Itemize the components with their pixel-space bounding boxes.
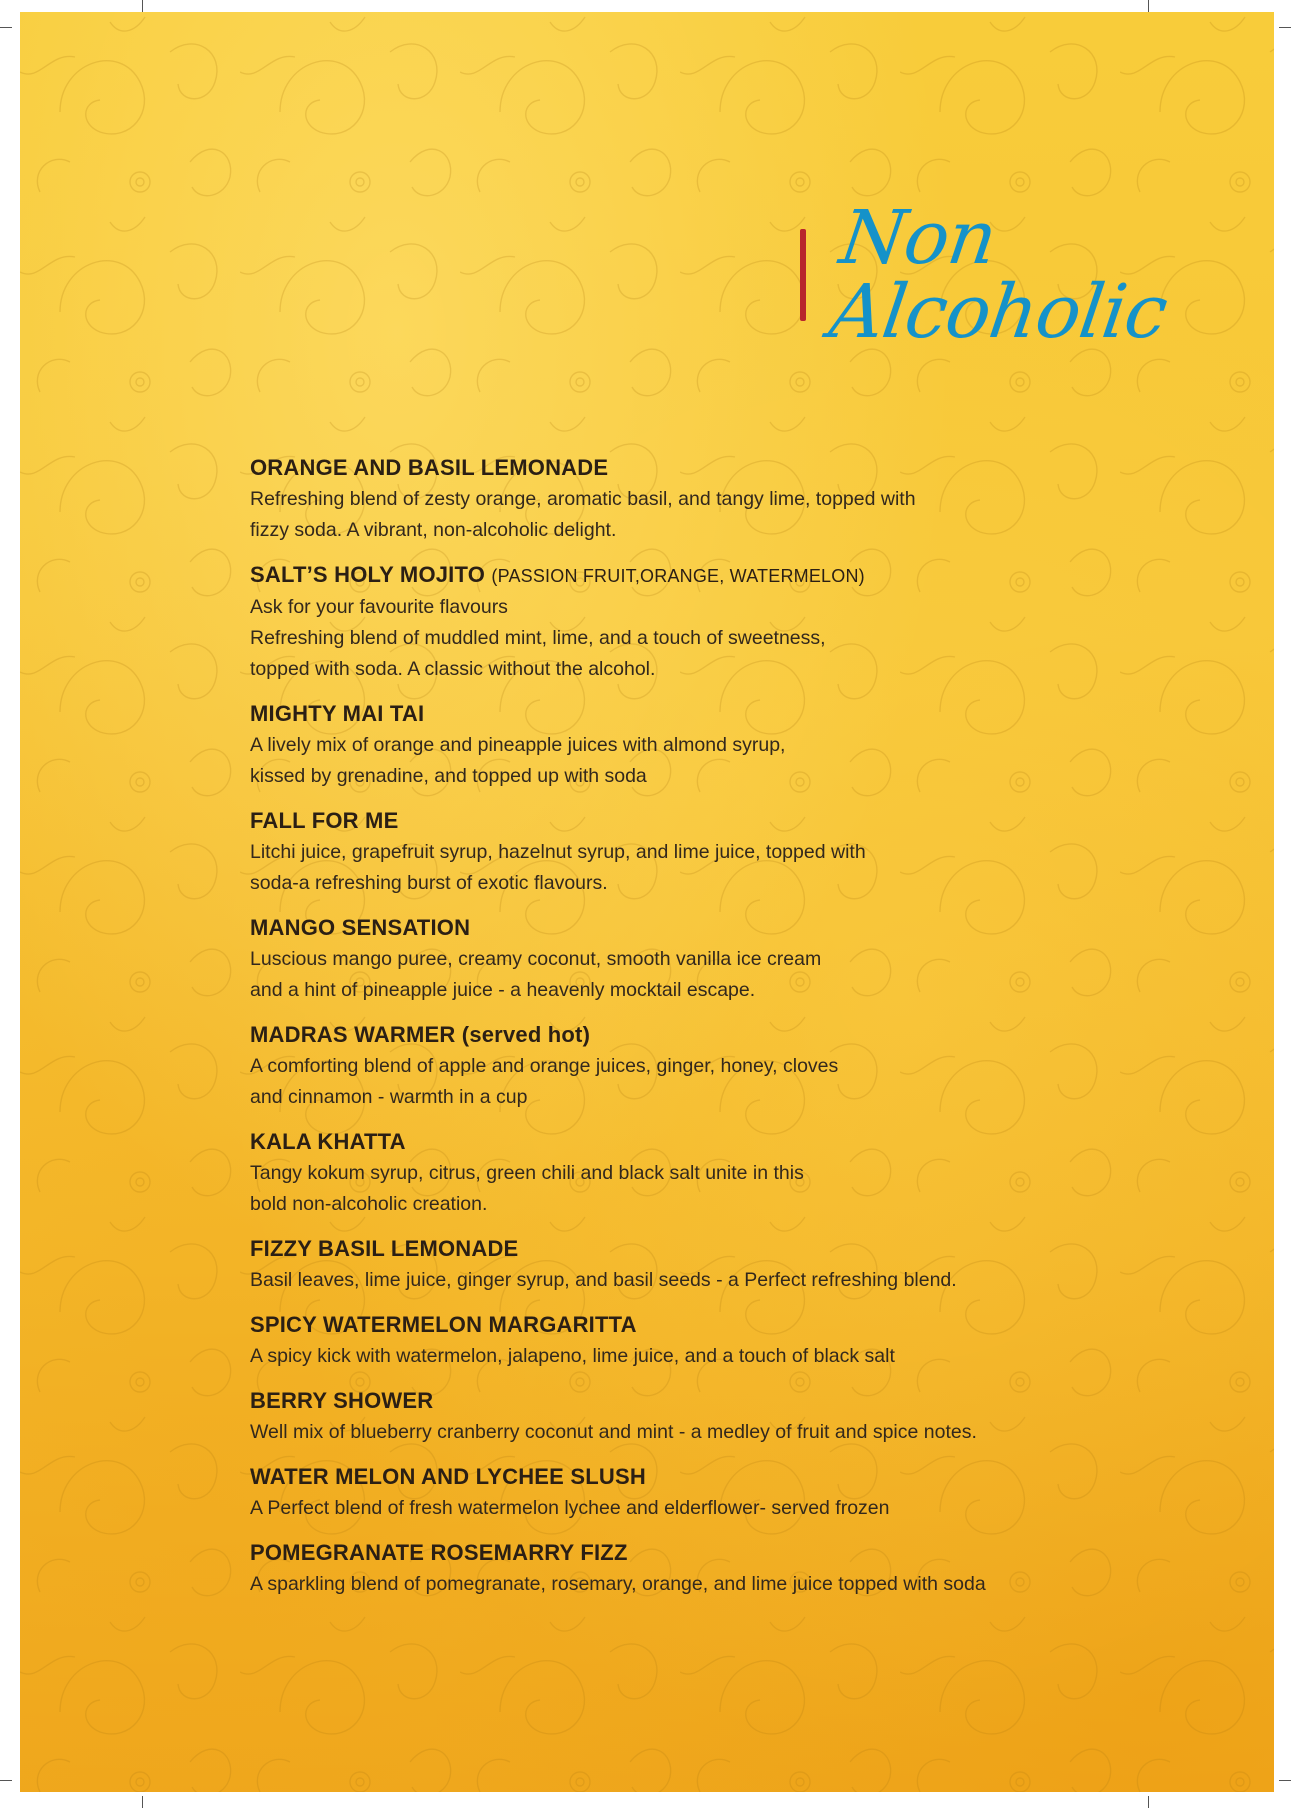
menu-item-name: SPICY WATERMELON MARGARITTA	[250, 1312, 637, 1337]
menu-item-description: Ask for your favourite flavours Refreshing blend of muddled mint, lime, and a touch of sweetness, topped with soda. A classic without the alcohol.	[250, 596, 826, 680]
menu-item-name-line	[250, 559, 1130, 592]
menu-item	[250, 1309, 1130, 1372]
menu-item-name-line	[250, 1019, 1130, 1051]
crop-mark-bottom-left-vertical	[142, 1796, 143, 1808]
menu-item-name: MIGHTY MAI TAI	[250, 701, 425, 726]
menu-item	[250, 1537, 1130, 1600]
crop-mark-bottom-left-horizontal	[0, 1780, 12, 1781]
menu-item-name-line	[250, 1309, 1130, 1341]
menu-item-description: Refreshing blend of zesty orange, aromatic basil, and tangy lime, topped with fizzy soda. A vibrant, non-alcoholic delight.	[250, 488, 916, 541]
menu-item	[250, 559, 1130, 685]
crop-mark-bottom-right-horizontal	[1279, 1780, 1291, 1781]
menu-item-name: POMEGRANATE ROSEMARRY FIZZ	[250, 1540, 628, 1565]
menu-item-note: (PASSION FRUIT,ORANGE, WATERMELON)	[491, 566, 865, 586]
menu-item-description: Basil leaves, lime juice, ginger syrup, and basil seeds - a Perfect refreshing blend.	[250, 1269, 957, 1291]
menu-item	[250, 452, 1130, 546]
crop-mark-top-right-horizontal	[1279, 27, 1291, 28]
menu-item-description: A comforting blend of apple and orange juices, ginger, honey, cloves and cinnamon - warmth in a cup	[250, 1055, 839, 1108]
menu-item	[250, 698, 1130, 792]
menu-item-description: A Perfect blend of fresh watermelon lychee and elderflower- served frozen	[250, 1497, 890, 1519]
menu-item-name-line	[250, 1537, 1130, 1569]
menu-item-name-line	[250, 452, 1130, 484]
menu-item-name-line	[250, 698, 1130, 730]
crop-mark-bottom-right-vertical	[1148, 1796, 1149, 1808]
menu-item	[250, 1126, 1130, 1220]
menu-item	[250, 1385, 1130, 1448]
menu-item-description: Tangy kokum syrup, citrus, green chili and black salt unite in this bold non-alcoholic creation.	[250, 1162, 804, 1215]
menu-item	[250, 1019, 1130, 1113]
menu-item-name: MADRAS WARMER (served hot)	[250, 1022, 591, 1047]
section-title: Non Alcoholic	[824, 195, 1172, 355]
menu-item-name-line	[250, 805, 1130, 837]
menu-item-name: KALA KHATTA	[250, 1129, 406, 1154]
menu-item-name: WATER MELON AND LYCHEE SLUSH	[250, 1464, 646, 1489]
menu-item-name: BERRY SHOWER	[250, 1388, 434, 1413]
menu-item-name: MANGO SENSATION	[250, 915, 471, 940]
menu-item	[250, 912, 1130, 1006]
menu-item-name-line	[250, 1461, 1130, 1493]
menu-item-name-line	[250, 1233, 1130, 1265]
crop-mark-top-left-horizontal	[0, 27, 12, 28]
menu-item-name-line	[250, 1385, 1130, 1417]
menu-item-name-line	[250, 1126, 1130, 1158]
menu-item	[250, 1461, 1130, 1524]
menu-item-description: A sparkling blend of pomegranate, rosemary, orange, and lime juice topped with soda	[250, 1573, 986, 1595]
menu-item-name: ORANGE AND BASIL LEMONADE	[250, 455, 609, 480]
menu-item-description: Luscious mango puree, creamy coconut, smooth vanilla ice cream and a hint of pineapple juice - a heavenly mocktail escape.	[250, 948, 822, 1001]
menu-sheet	[20, 12, 1274, 1792]
menu-item	[250, 805, 1130, 899]
menu-item-description: A lively mix of orange and pineapple juices with almond syrup, kissed by grenadine, and topped up with soda	[250, 734, 786, 787]
menu-item	[250, 1233, 1130, 1296]
menu-item-name: FIZZY BASIL LEMONADE	[250, 1236, 519, 1261]
title-accent-bar	[800, 229, 806, 321]
menu-item-description: A spicy kick with watermelon, jalapeno, lime juice, and a touch of black salt	[250, 1345, 895, 1367]
menu-list	[250, 452, 1130, 1613]
crop-mark-top-left-vertical	[142, 0, 143, 12]
menu-item-name-line	[250, 912, 1130, 944]
menu-item-name: FALL FOR ME	[250, 808, 399, 833]
menu-item-name: SALT’S HOLY MOJITO	[250, 562, 486, 587]
section-header	[800, 195, 1274, 355]
menu-item-description: Litchi juice, grapefruit syrup, hazelnut syrup, and lime juice, topped with soda-a refreshing burst of exotic flavours.	[250, 841, 866, 894]
menu-item-description: Well mix of blueberry cranberry coconut and mint - a medley of fruit and spice notes.	[250, 1421, 977, 1443]
crop-mark-top-right-vertical	[1148, 0, 1149, 12]
